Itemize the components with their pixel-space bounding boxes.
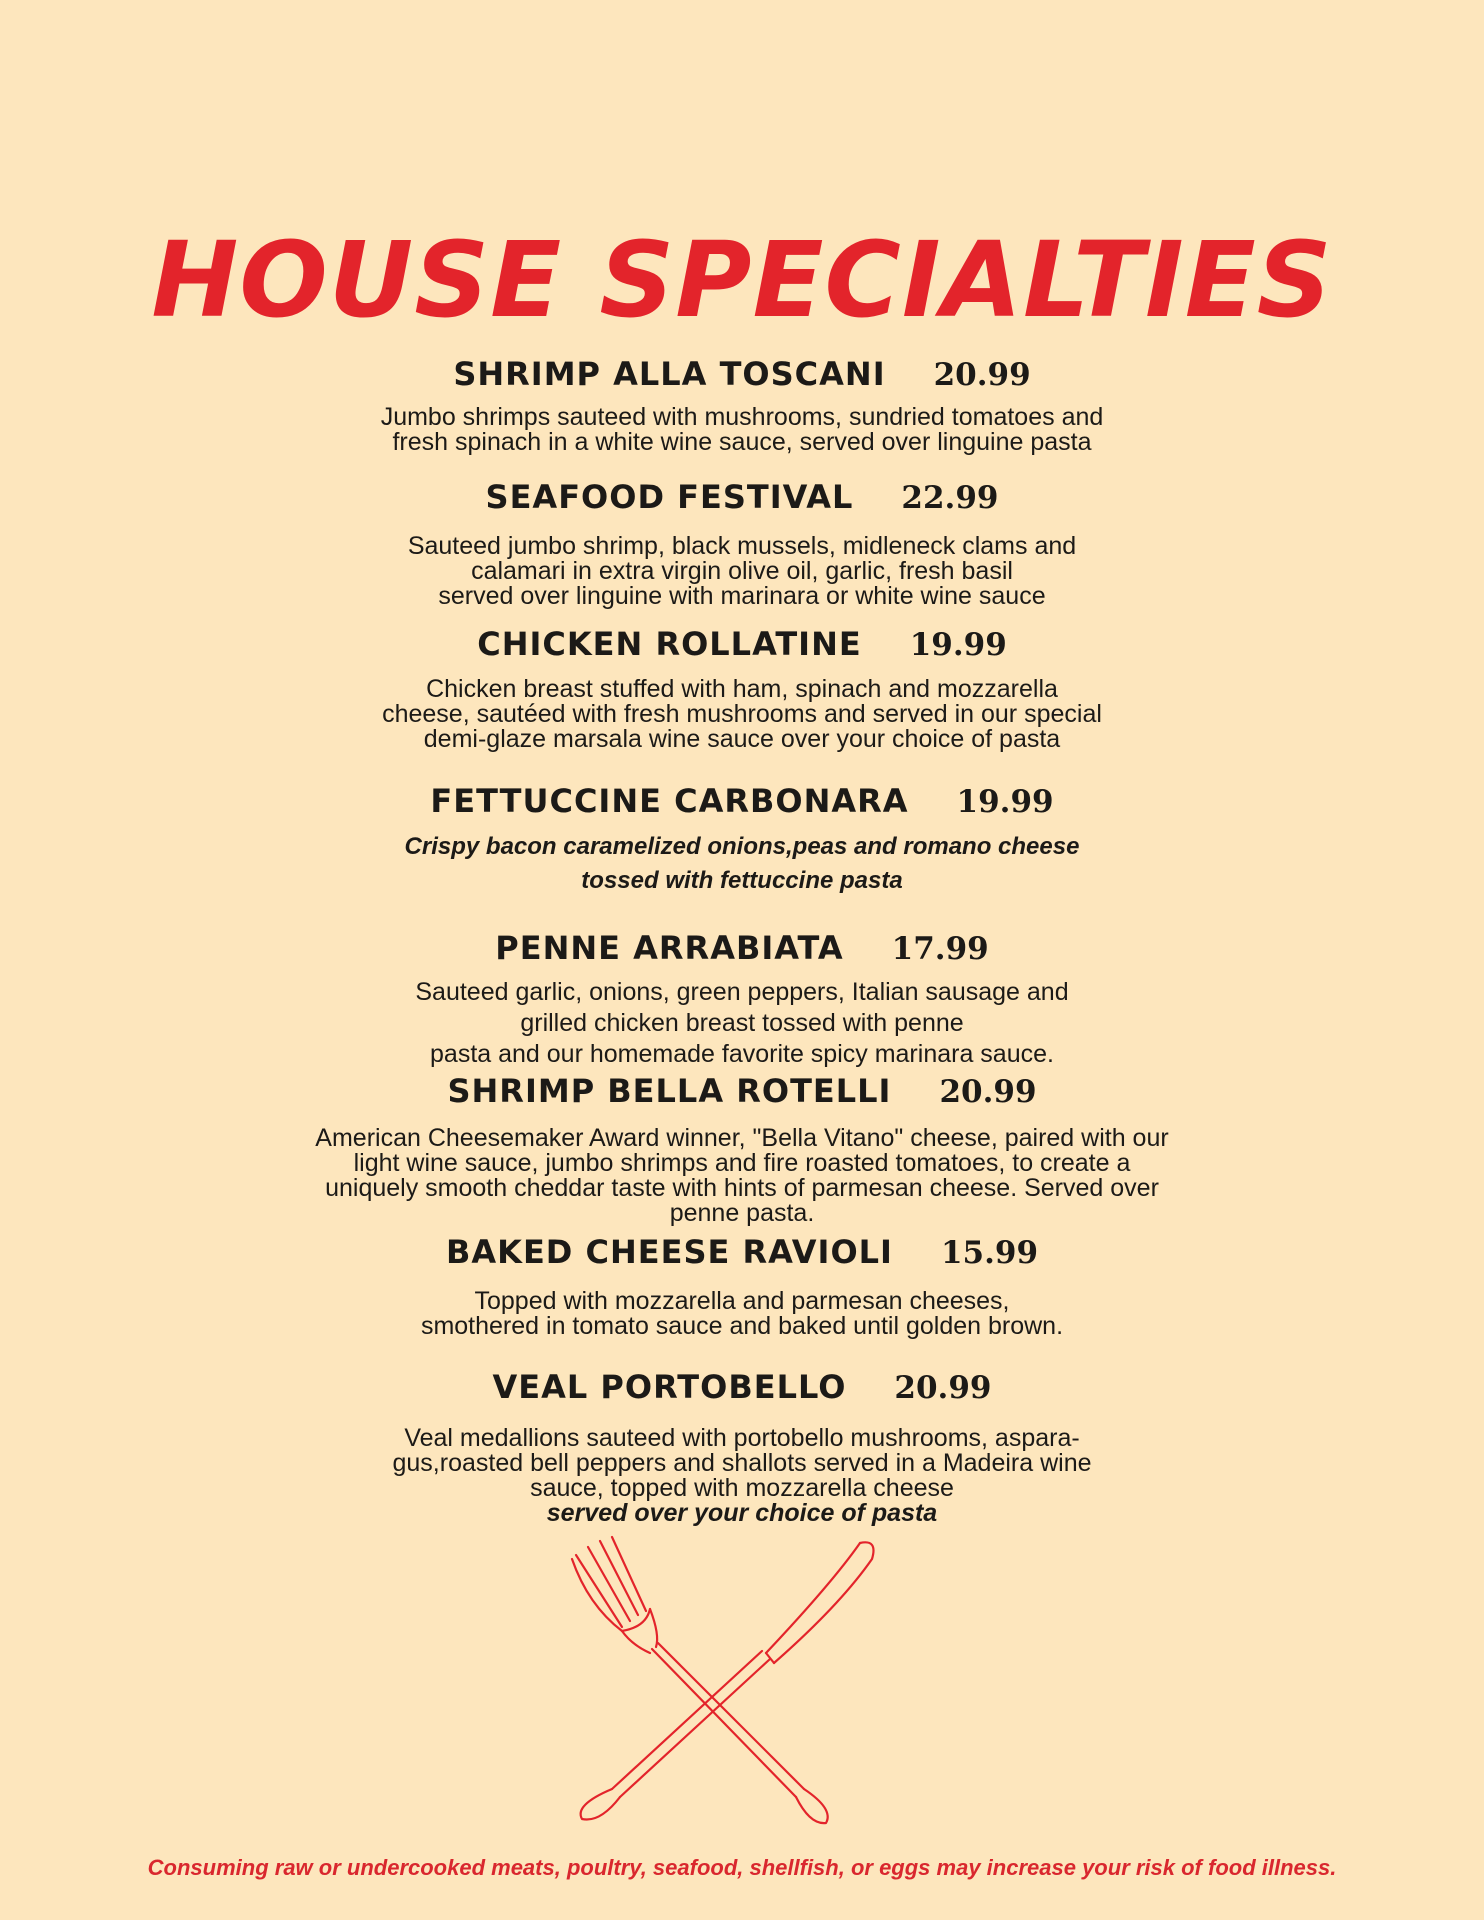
menu-item-price: 20.99 [939, 1074, 1037, 1110]
menu-item-description [0, 1289, 1484, 1339]
description-line: light wine sauce, jumbo shrimps and fire roasted tomatoes, to create a [353, 1149, 1131, 1177]
menu-item-price: 20.99 [894, 1370, 992, 1406]
description-line: Jumbo shrimps sauteed with mushrooms, sundried tomatoes and [380, 403, 1104, 431]
menu-item-price: 17.99 [891, 931, 989, 967]
description-line: sauce, topped with mozzarella cheese [530, 1474, 954, 1502]
description-line: smothered in tomato sauce and baked until golden brown. [420, 1312, 1064, 1340]
menu-item-name: PENNE ARRABIATA [495, 929, 844, 967]
description-line: fresh spinach in a white wine sauce, served over linguine pasta [392, 428, 1092, 456]
description-line: cheese, sautéed with fresh mushrooms and served in our special [382, 700, 1102, 728]
description-line: demi-glaze marsala wine sauce over your choice of pasta [423, 725, 1061, 753]
menu-item-name: BAKED CHEESE RAVIOLI [445, 1233, 893, 1271]
menu-item-chicken-rollatine [0, 622, 1484, 752]
fork-icon [572, 1537, 828, 1823]
menu-item-shrimp-bella-rotelli [0, 1069, 1484, 1226]
menu-item-price: 19.99 [956, 784, 1054, 820]
description-line: Sauteed jumbo shrimp, black mussels, midleneck clams and [407, 532, 1077, 560]
menu-item-description [0, 1426, 1484, 1526]
menu-item-header [0, 1069, 1484, 1120]
menu-item-header [0, 475, 1484, 526]
menu-item-seafood-festival [0, 475, 1484, 609]
description-line: calamari in extra virgin olive oil, garlic, fresh basil [471, 557, 1013, 585]
menu-item-description [0, 1126, 1484, 1226]
description-line: Crispy bacon caramelized onions,peas and romano cheese [404, 833, 1080, 860]
menu-item-description [0, 677, 1484, 752]
menu-item-price: 20.99 [933, 357, 1031, 393]
menu-item-description [0, 405, 1484, 455]
page-title: HOUSE SPECIALTIES [151, 219, 1333, 341]
menu-item-price: 19.99 [909, 627, 1007, 663]
menu-item-description [0, 534, 1484, 609]
menu-item-description [0, 830, 1484, 898]
description-line: grilled chicken breast tossed with penne [520, 1009, 964, 1037]
description-line: served over your choice of pasta [546, 1499, 938, 1527]
menu-item-veal-portobello [0, 1365, 1484, 1526]
description-line: pasta and our homemade favorite spicy marinara sauce. [430, 1040, 1054, 1068]
menu-item-baked-cheese-ravioli [0, 1230, 1484, 1339]
menu-item-header [0, 1365, 1484, 1416]
description-line: uniquely smooth cheddar taste with hints of parmesan cheese. Served over [325, 1174, 1159, 1202]
menu-item-header [0, 352, 1484, 403]
food-safety-disclaimer: Consuming raw or undercooked meats, poultry, seafood, shellfish, or eggs may increase your risk of food illness. [147, 1855, 1337, 1880]
description-line: Chicken breast stuffed with ham, spinach and mozzarella [426, 675, 1058, 703]
menu-item-penne-arrabiata [0, 926, 1484, 1070]
description-line: Sauteed garlic, onions, green peppers, Italian sausage and [415, 978, 1069, 1006]
knife-icon [581, 1542, 874, 1819]
menu-item-description [0, 977, 1484, 1070]
description-line: gus,roasted bell peppers and shallots served in a Madeira wine [392, 1449, 1092, 1477]
menu-item-header [0, 622, 1484, 673]
menu-item-shrimp-alla-toscani [0, 352, 1484, 455]
menu-item-name: SEAFOOD FESTIVAL [485, 478, 854, 516]
crossed-fork-knife-icon [560, 1535, 890, 1835]
description-line: American Cheesemaker Award winner, "Bella Vitano" cheese, paired with our [315, 1124, 1169, 1152]
menu-item-fettuccine-carbonara [0, 779, 1484, 898]
menu-item-name: FETTUCCINE CARBONARA [430, 782, 909, 820]
menu-item-price: 22.99 [901, 480, 999, 516]
description-line: served over linguine with marinara or white wine sauce [438, 582, 1046, 610]
description-line: penne pasta. [669, 1199, 815, 1227]
menu-item-name: SHRIMP BELLA ROTELLI [447, 1072, 892, 1110]
menu-item-name: VEAL PORTOBELLO [492, 1368, 847, 1406]
menu-item-header [0, 926, 1484, 977]
description-line: tossed with fettuccine pasta [581, 867, 903, 894]
menu-item-name: SHRIMP ALLA TOSCANI [453, 355, 886, 393]
description-line: Topped with mozzarella and parmesan cheeses, [474, 1287, 1010, 1315]
menu-item-name: CHICKEN ROLLATINE [477, 625, 862, 663]
menu-item-price: 15.99 [940, 1235, 1039, 1271]
description-line: Veal medallions sauteed with portobello mushrooms, aspara- [404, 1424, 1080, 1452]
menu-item-header [0, 1230, 1484, 1281]
menu-item-header [0, 779, 1484, 830]
